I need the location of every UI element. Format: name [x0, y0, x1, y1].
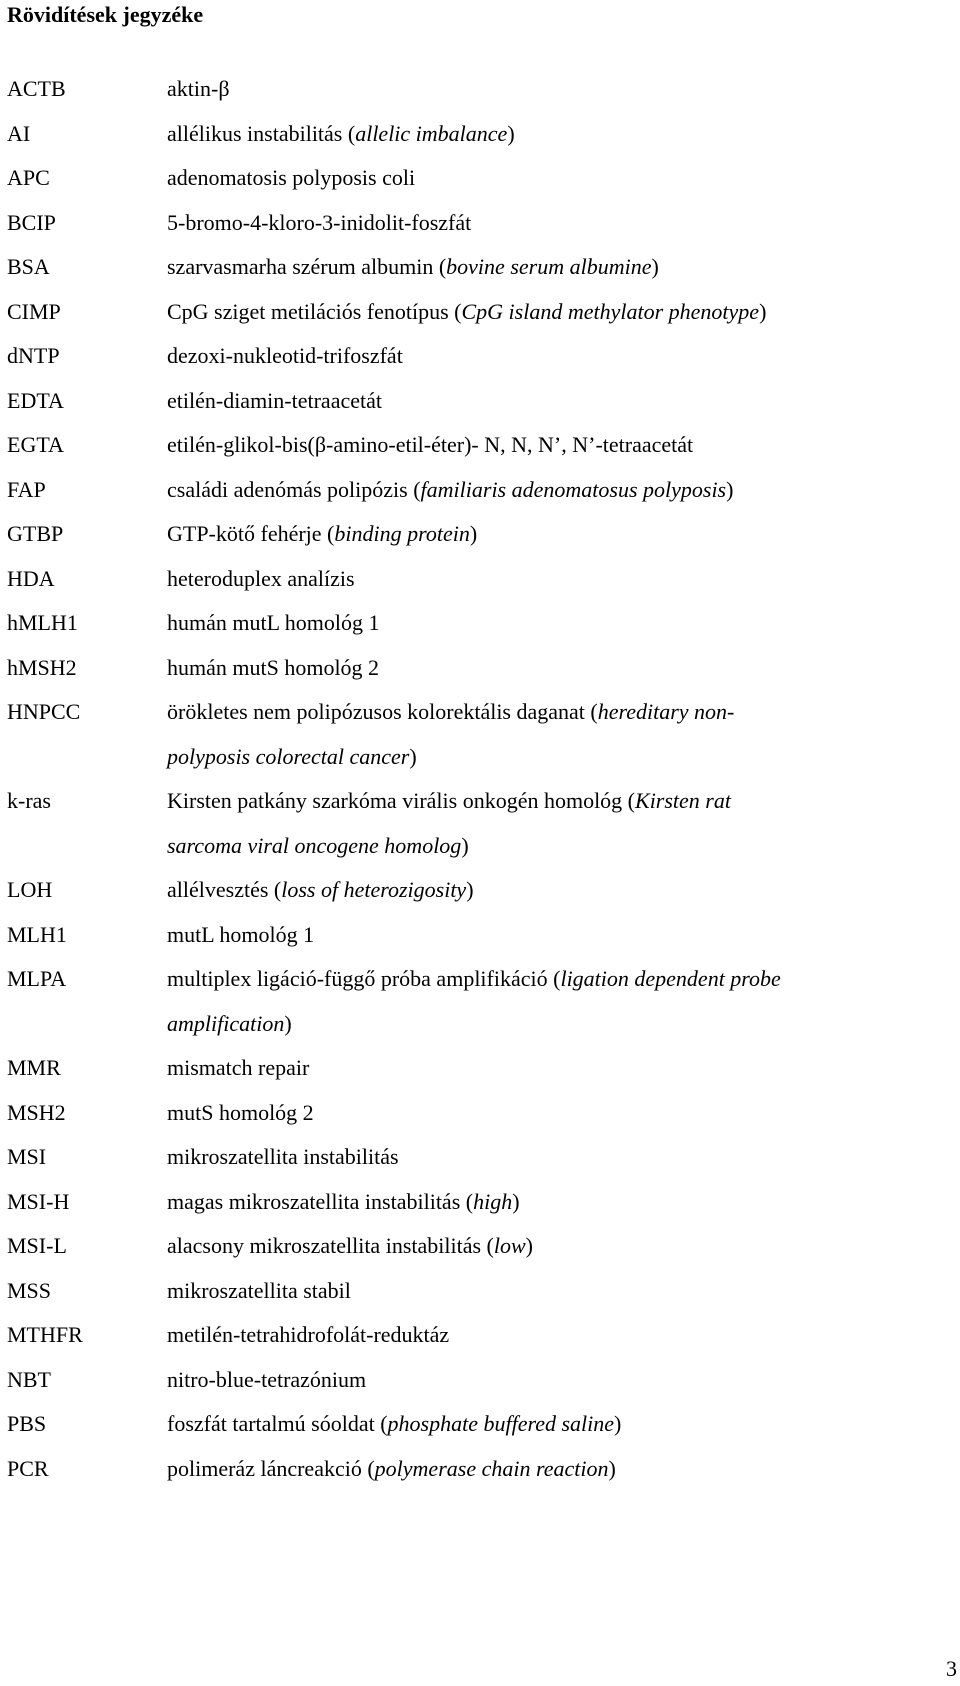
- definition-text: nitro-blue-tetrazónium: [167, 1366, 367, 1392]
- abbreviation-definition: [167, 200, 957, 246]
- abbreviation-definition: [167, 66, 957, 112]
- definition-italic-text: hereditary non-: [597, 699, 735, 724]
- abbreviation-term: FAP: [7, 476, 46, 502]
- abbreviation-entry: [0, 1223, 960, 1268]
- definition-text: ): [409, 743, 417, 769]
- definition-text: ): [759, 298, 767, 324]
- abbreviation-term: PBS: [7, 1411, 47, 1436]
- definition-italic-text: low: [493, 1233, 526, 1258]
- definition-text: mikroszatellita instabilitás: [167, 1144, 399, 1169]
- abbreviation-entry: [0, 244, 960, 289]
- definition-text: foszfát tartalmú sóoldat (: [167, 1411, 388, 1436]
- abbreviation-term: MSS: [7, 1277, 52, 1303]
- abbreviation-term: GTBP: [7, 521, 64, 546]
- abbreviation-entry: [0, 1179, 960, 1224]
- abbreviation-term: PCR: [7, 1455, 49, 1481]
- definition-text: allélikus instabilitás (: [167, 120, 356, 146]
- abbreviation-term: hMSH2: [7, 654, 77, 680]
- abbreviation-term: BCIP: [7, 209, 56, 235]
- definition-text: humán mutL homológ 1: [167, 610, 380, 635]
- abbreviation-definition: [167, 1001, 957, 1047]
- definition-text: ): [469, 521, 478, 546]
- abbreviation-definition: [167, 956, 957, 1002]
- definition-text: ): [512, 1188, 520, 1214]
- abbreviation-entry: [0, 289, 960, 334]
- abbreviation-entry: [0, 689, 960, 778]
- definition-text: 5-bromo-4-kloro-3-inidolit-foszfát: [167, 209, 472, 235]
- abbreviation-entry: [0, 1357, 960, 1402]
- definition-text: ): [461, 832, 469, 858]
- abbreviation-definition: [167, 511, 957, 557]
- abbreviation-entry: [0, 556, 960, 601]
- definition-text: metilén-tetrahidrofolát-reduktáz: [167, 1322, 450, 1347]
- definition-text: alacsony mikroszatellita instabilitás (: [167, 1233, 494, 1258]
- abbreviation-definition: [167, 1223, 957, 1269]
- abbreviation-term: MSH2: [7, 1099, 66, 1125]
- abbreviation-definition: [167, 422, 957, 468]
- abbreviation-definition: [167, 645, 957, 691]
- abbreviation-entry: [0, 467, 960, 512]
- definition-text: ): [651, 254, 659, 279]
- abbreviation-term: MMR: [7, 1055, 61, 1080]
- definition-italic-text: allelic imbalance: [355, 120, 508, 146]
- definition-text: mikroszatellita stabil: [167, 1277, 351, 1303]
- abbreviation-entry: [0, 778, 960, 867]
- abbreviation-definition: [167, 244, 957, 290]
- abbreviation-entry: [0, 200, 960, 245]
- definition-text: ): [614, 1411, 622, 1436]
- definition-italic-text: amplification: [167, 1010, 285, 1036]
- abbreviation-definition: [167, 1401, 957, 1447]
- abbreviation-term: MSI-H: [7, 1188, 70, 1214]
- definition-italic-text: high: [473, 1188, 513, 1214]
- definition-text: mutL homológ 1: [167, 921, 315, 947]
- abbreviation-definition: [167, 867, 957, 913]
- abbreviation-term: EGTA: [7, 432, 64, 457]
- abbreviation-term: HDA: [7, 565, 55, 591]
- definition-text: ): [507, 120, 515, 146]
- abbreviation-entry: [0, 1268, 960, 1313]
- definition-italic-text: phosphate buffered saline: [387, 1411, 615, 1436]
- definition-text: magas mikroszatellita instabilitás (: [167, 1188, 474, 1214]
- abbreviation-term: EDTA: [7, 387, 64, 413]
- definition-text: ): [466, 877, 474, 902]
- definition-italic-text: binding protein: [334, 521, 470, 546]
- definition-text: CpG sziget metilációs fenotípus (: [167, 298, 462, 324]
- definition-text: GTP-kötő fehérje (: [167, 521, 335, 546]
- abbreviation-entry: [0, 155, 960, 200]
- abbreviation-definition: [167, 289, 957, 335]
- abbreviation-entry: [0, 1446, 960, 1491]
- definition-text: allélvesztés (: [167, 877, 282, 902]
- abbreviation-definition: [167, 778, 957, 824]
- abbreviation-term: CIMP: [7, 298, 61, 324]
- abbreviation-entry: [0, 956, 960, 1045]
- abbreviation-term: LOH: [7, 877, 53, 902]
- abbreviation-entry: [0, 867, 960, 912]
- abbreviation-entry: [0, 1090, 960, 1135]
- definition-text: humán mutS homológ 2: [167, 654, 380, 680]
- abbreviation-term: hMLH1: [7, 610, 78, 635]
- abbreviation-entry: [0, 912, 960, 957]
- definition-text: multiplex ligáció-függő próba amplifikáció (: [167, 966, 561, 991]
- abbreviation-entry: [0, 378, 960, 423]
- abbreviation-term: dNTP: [7, 343, 60, 368]
- abbreviation-definition: [167, 1179, 957, 1225]
- definition-text: mutS homológ 2: [167, 1099, 314, 1125]
- definition-italic-text: loss of heterozigosity: [281, 877, 467, 902]
- abbreviation-definition: [167, 1268, 957, 1314]
- definition-text: heteroduplex analízis: [167, 565, 355, 591]
- abbreviation-entry: [0, 645, 960, 690]
- abbreviation-term: AI: [7, 120, 31, 146]
- abbreviation-term: MLH1: [7, 921, 67, 947]
- abbreviation-term: MSI: [7, 1144, 47, 1169]
- abbreviation-definition: [167, 556, 957, 602]
- abbreviation-definition: [167, 1446, 957, 1492]
- page-number: 3: [946, 1656, 957, 1681]
- abbreviation-definition: [167, 1134, 957, 1180]
- abbreviation-definition: [167, 689, 957, 735]
- definition-text: etilén-glikol-bis(β-amino-etil-éter)- N, N, N’, N’-tetraacetát: [167, 432, 694, 457]
- definition-text: örökletes nem polipózusos kolorektális daganat (: [167, 699, 598, 724]
- abbreviation-definition: [167, 1045, 957, 1091]
- definition-italic-text: polyposis colorectal cancer: [167, 743, 410, 769]
- abbreviation-definition: [167, 1090, 957, 1136]
- definition-text: etilén-diamin-tetraacetát: [167, 387, 382, 413]
- abbreviation-entry: [0, 1401, 960, 1446]
- abbreviation-definition: [167, 823, 957, 869]
- abbreviation-definition: [167, 734, 957, 780]
- definition-text: Kirsten patkány szarkóma virális onkogén homológ (: [167, 788, 636, 813]
- definition-italic-text: ligation dependent probe: [560, 966, 781, 991]
- definition-text: ): [284, 1010, 292, 1036]
- abbreviation-term: MLPA: [7, 966, 67, 991]
- definition-italic-text: polymerase chain reaction: [374, 1455, 609, 1481]
- definition-text: polimeráz láncreakció (: [167, 1455, 375, 1481]
- abbreviation-definition: [167, 1312, 957, 1358]
- abbreviation-term: APC: [7, 165, 50, 190]
- abbreviation-term: MSI-L: [7, 1233, 67, 1258]
- abbreviation-definition: [167, 378, 957, 424]
- definition-text: aktin-β: [167, 76, 230, 101]
- abbreviation-definition: [167, 467, 957, 513]
- definition-text: adenomatosis polyposis coli: [167, 165, 416, 190]
- abbreviation-term: BSA: [7, 254, 50, 279]
- definition-italic-text: CpG island methylator phenotype: [461, 298, 760, 324]
- abbreviation-definition: [167, 600, 957, 646]
- abbreviation-entry: [0, 111, 960, 156]
- abbreviation-term: NBT: [7, 1366, 51, 1392]
- definition-text: ): [608, 1455, 616, 1481]
- definition-italic-text: familiaris adenomatosus polyposis: [420, 476, 727, 502]
- definition-text: mismatch repair: [167, 1055, 310, 1080]
- abbreviation-definition: [167, 912, 957, 958]
- page-title: Rövidítések jegyzéke: [7, 2, 204, 27]
- abbreviation-entry: [0, 422, 960, 467]
- definition-italic-text: sarcoma viral oncogene homolog: [167, 832, 462, 858]
- definition-italic-text: bovine serum albumine: [446, 254, 652, 279]
- definition-text: ): [525, 1233, 533, 1258]
- definition-text: családi adenómás polipózis (: [167, 476, 421, 502]
- abbreviation-definition: [167, 1357, 957, 1403]
- abbreviation-entry: [0, 333, 960, 378]
- abbreviation-term: MTHFR: [7, 1322, 83, 1347]
- definition-text: ): [726, 476, 734, 502]
- abbreviation-entry: [0, 1045, 960, 1090]
- abbreviation-entry: [0, 511, 960, 556]
- definition-italic-text: Kirsten rat: [635, 788, 731, 813]
- definition-text: dezoxi-nukleotid-trifoszfát: [167, 343, 403, 368]
- abbreviation-term: HNPCC: [7, 699, 81, 724]
- abbreviation-definition: [167, 333, 957, 379]
- abbreviation-term: ACTB: [7, 76, 66, 101]
- abbreviation-entry: [0, 1312, 960, 1357]
- abbreviation-term: k-ras: [7, 788, 51, 813]
- abbreviation-entry: [0, 1134, 960, 1179]
- definition-text: szarvasmarha szérum albumin (: [167, 254, 447, 279]
- abbreviation-definition: [167, 155, 957, 201]
- abbreviation-entry: [0, 66, 960, 111]
- abbreviation-entry: [0, 600, 960, 645]
- abbreviation-definition: [167, 111, 957, 157]
